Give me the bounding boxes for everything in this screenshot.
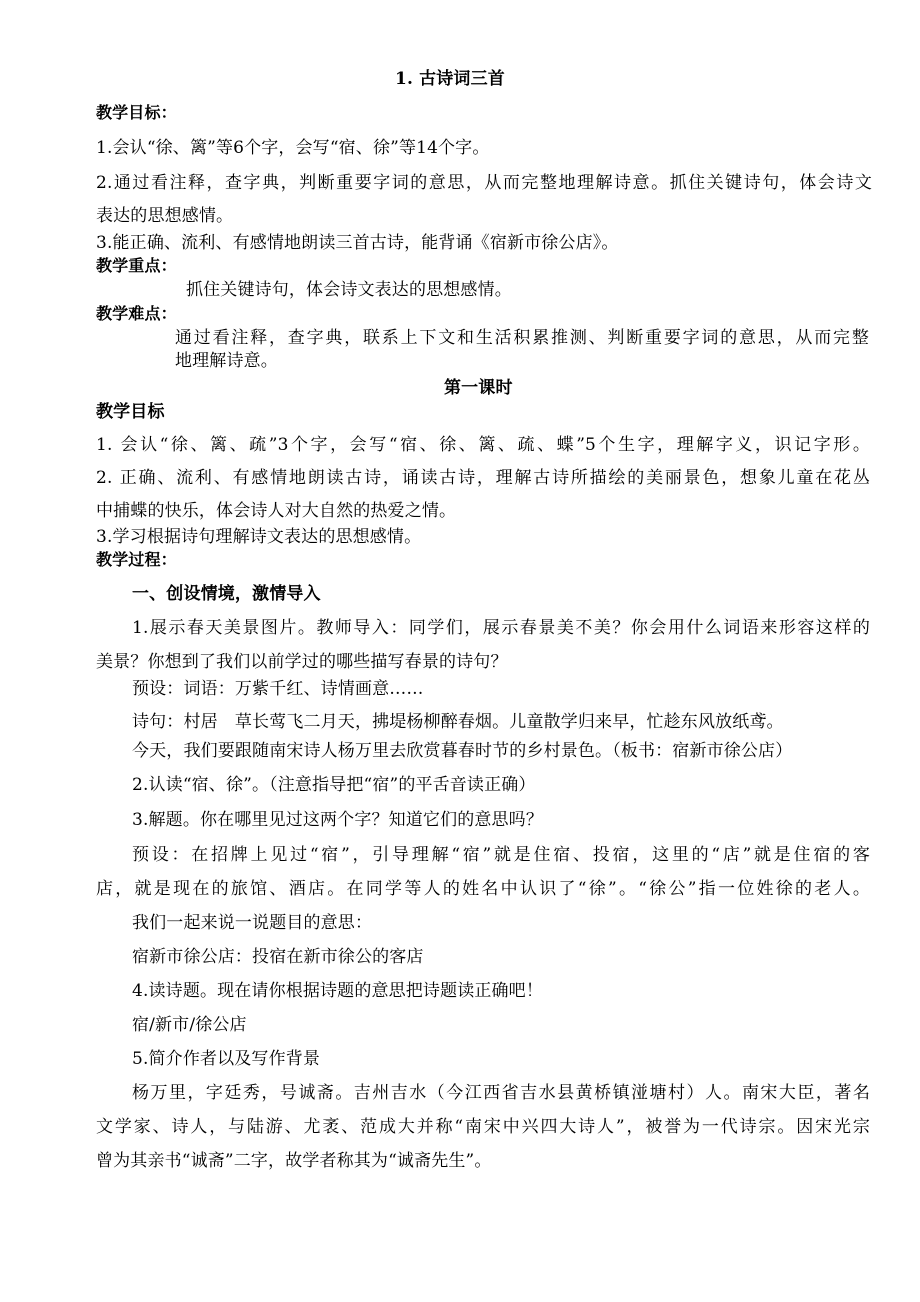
body-line: 杨万里，字廷秀，号诚斋。吉州吉水（今江西省吉水县黄桥镇湴塘村）人。南宋大臣，著名 — [132, 1083, 870, 1103]
body-line: 预设：在招牌上见过“宿”，引导理解“宿”就是住宿、投宿，这里的“店”就是住宿的客 — [132, 845, 870, 865]
body-line: 曾为其亲书“诚斋”二字，故学者称其为“诚斋先生”。 — [96, 1151, 492, 1171]
objective-line: 表达的思想感情。 — [96, 206, 234, 226]
body-line: 1.展示春天美景图片。教师导入：同学们，展示春景美不美？你会用什么词语来形容这样的 — [132, 618, 870, 638]
key-point-text: 抓住关键诗句，体会诗文表达的思想感情。 — [186, 280, 512, 300]
objective-line: 3.能正确、流利、有感情地朗读三首古诗，能背诵《宿新市徐公店》。 — [96, 233, 619, 253]
lesson-objective-line: 2. 正确、流利、有感情地朗读古诗，诵读古诗，理解古诗所描绘的美丽景色，想象儿童在花丛 — [96, 468, 870, 488]
lesson-objective-line: 1. 会认“徐、篱、疏”3个字，会写“宿、徐、篱、疏、蝶”5个生字，理解字义，识记字形。 — [96, 435, 870, 455]
key-point-heading: 教学重点： — [96, 256, 177, 275]
body-line: 美景？你想到了我们以前学过的哪些描写春景的诗句？ — [96, 652, 508, 672]
body-line: 文学家、诗人，与陆游、尤袤、范成大并称“南宋中兴四大诗人”，被誉为一代诗宗。因宋光宗 — [96, 1117, 870, 1137]
document-title: 1. 古诗词三首 — [395, 69, 505, 89]
objective-line: 2.通过看注释，查字典，判断重要字词的意思，从而完整地理解诗意。抓住关键诗句，体会诗文 — [96, 173, 872, 193]
step-heading: 一、创设情境，激情导入 — [132, 584, 321, 604]
lesson-objectives-heading: 教学目标 — [96, 402, 165, 422]
body-line: 今天，我们要跟随南宋诗人杨万里去欣赏暮春时节的乡村景色。（板书：宿新市徐公店） — [132, 741, 793, 761]
objective-line: 1.会认“徐、篱”等6个字，会写“宿、徐”等14个字。 — [96, 138, 490, 158]
difficulty-heading: 教学难点： — [96, 304, 177, 323]
body-line: 2.认读“宿、徐”。（注意指导把“宿”的平舌音读正确） — [132, 775, 536, 795]
body-line: 4.读诗题。现在请你根据诗题的意思把诗题读正确吧！ — [132, 981, 543, 1001]
difficulty-line: 地理解诗意。 — [175, 351, 278, 371]
lesson-objective-line: 中捕蝶的快乐，体会诗人对大自然的热爱之情。 — [96, 501, 457, 521]
lesson-objective-line: 3.学习根据诗句理解诗文表达的思想感情。 — [96, 527, 422, 547]
lesson-heading: 第一课时 — [444, 378, 513, 398]
objectives-heading: 教学目标： — [96, 103, 177, 122]
body-line: 3.解题。你在哪里见过这两个字？知道它们的意思吗？ — [132, 810, 543, 830]
body-line: 我们一起来说一说题目的意思： — [132, 913, 373, 933]
body-line: 5.简介作者以及写作背景 — [132, 1049, 321, 1069]
body-line: 宿新市徐公店：投宿在新市徐公的客店 — [132, 947, 424, 967]
body-line: 店，就是现在的旅馆、酒店。在同学等人的姓名中认识了“徐”。“徐公”指一位姓徐的老人。 — [96, 879, 870, 899]
body-line: 预设：词语：万紫千红、诗情画意…… — [132, 679, 424, 699]
body-line: 宿/新市/徐公店 — [132, 1015, 247, 1035]
difficulty-line: 通过看注释，查字典，联系上下文和生活积累推测、判断重要字词的意思，从而完整 — [175, 328, 869, 348]
body-line: 诗句：村居 草长莺飞二月天，拂堤杨柳醉春烟。儿童散学归来早，忙趁东风放纸鸢。 — [132, 712, 784, 732]
process-heading: 教学过程： — [96, 550, 177, 569]
